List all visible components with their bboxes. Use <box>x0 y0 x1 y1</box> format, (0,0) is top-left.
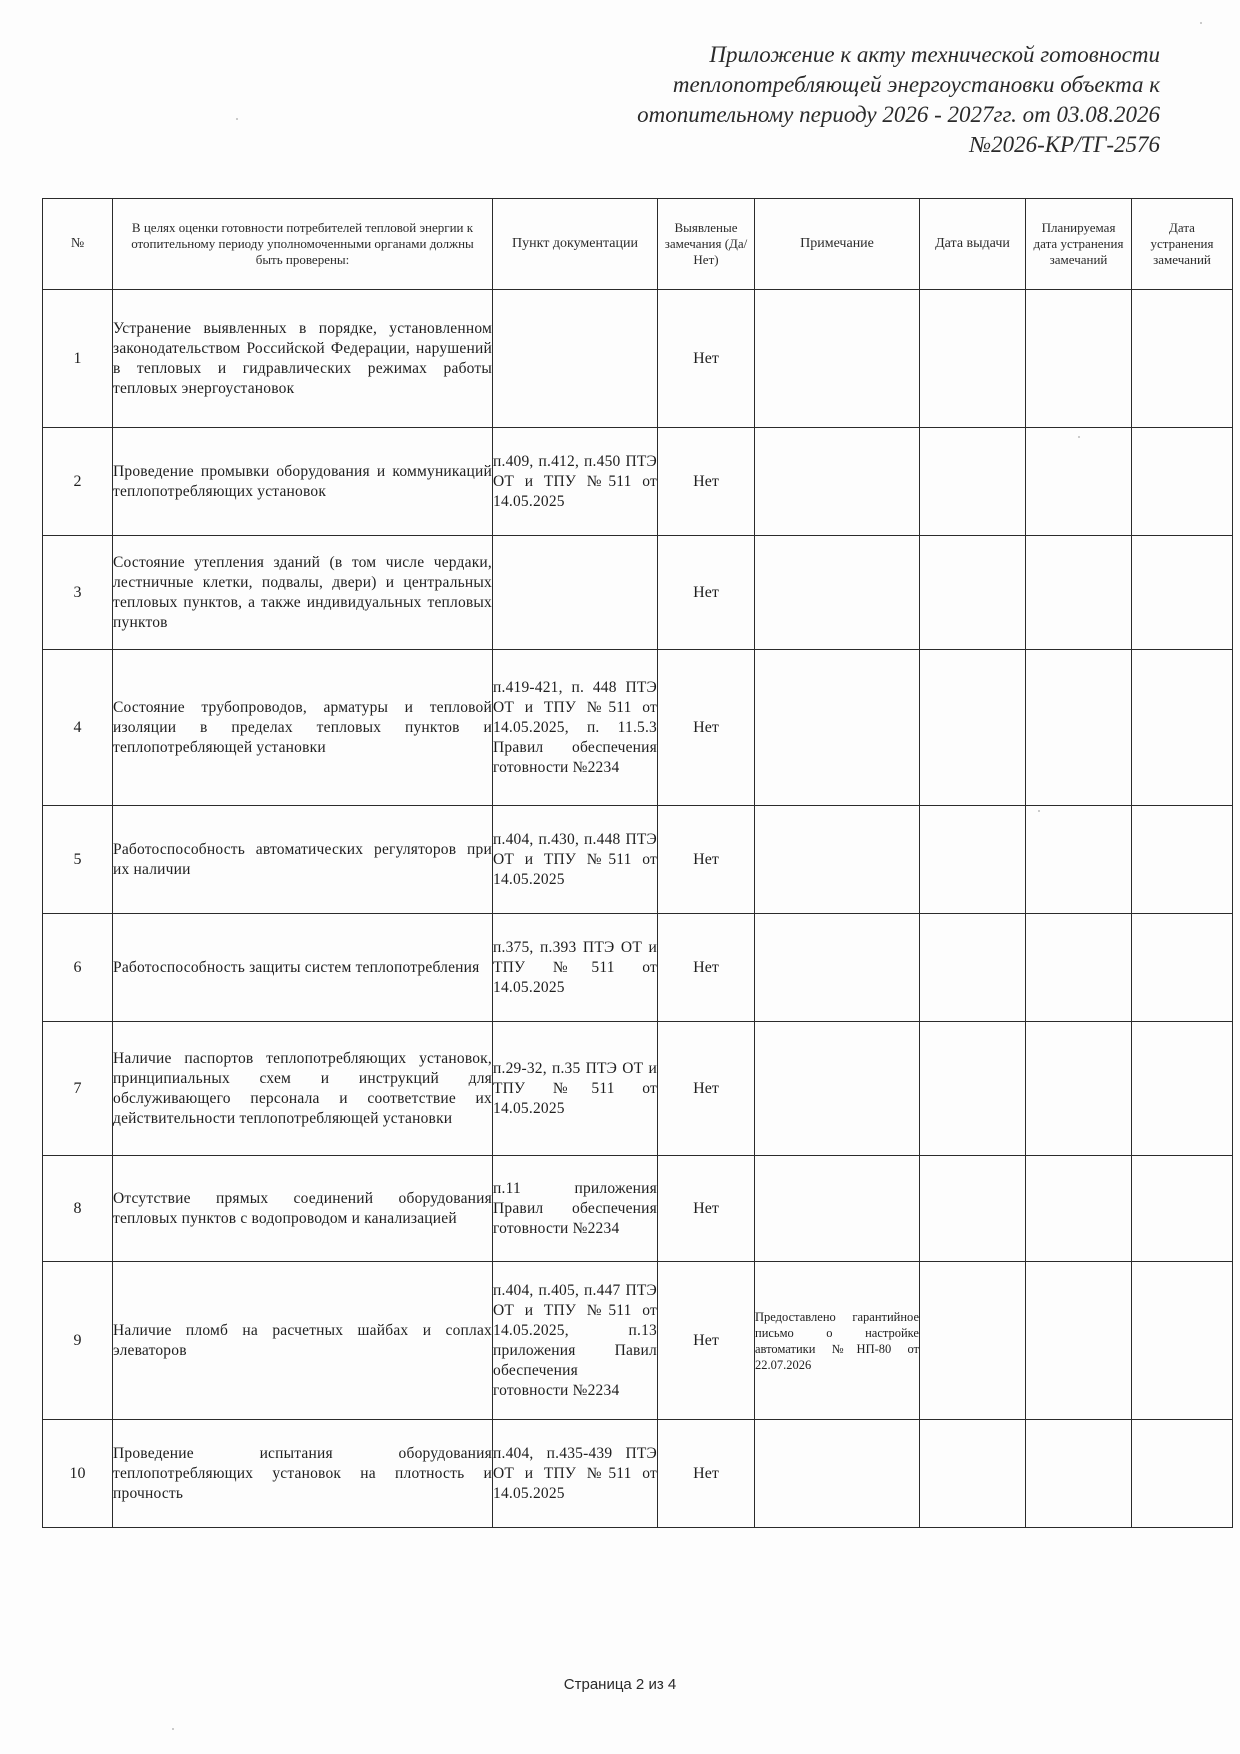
row-note <box>755 914 920 1022</box>
table-row <box>43 1262 1233 1420</box>
readiness-check-table <box>42 198 1233 1528</box>
col-header-found: Выявленые замечания (Да/Нет) <box>658 199 755 290</box>
table-row <box>43 290 1233 428</box>
header-line: №2026-КР/ТГ-2576 <box>969 132 1160 157</box>
row-found: Нет <box>658 536 755 650</box>
col-header-planned: Планируемая дата устранения замечаний <box>1026 199 1132 290</box>
row-requirement: Отсутствие прямых соединений оборудования тепловых пунктов с водопроводом и канализацией <box>113 1156 493 1262</box>
row-doc: п.375, п.393 ПТЭ ОТ и ТПУ №511 от 14.05.2025 <box>493 914 658 1022</box>
row-note <box>755 1156 920 1262</box>
col-header-issued: Дата выдачи <box>920 199 1026 290</box>
header-line: отопительному периоду 2026 - 2027гг. от 03.08.2026 <box>637 102 1160 127</box>
row-fixed <box>1132 428 1233 536</box>
row-issued <box>920 1156 1026 1262</box>
row-number: 9 <box>43 1262 113 1420</box>
row-planned <box>1026 290 1132 428</box>
row-found: Нет <box>658 1262 755 1420</box>
row-number: 6 <box>43 914 113 1022</box>
row-planned <box>1026 914 1132 1022</box>
scan-speck <box>172 1728 174 1730</box>
row-planned <box>1026 1420 1132 1528</box>
table-row <box>43 428 1233 536</box>
table-row <box>43 806 1233 914</box>
row-found: Нет <box>658 806 755 914</box>
col-header-doc: Пункт документации <box>493 199 658 290</box>
row-doc: п.404, п.405, п.447 ПТЭ ОТ и ТПУ №511 от 14.05.2025, п.13 приложения Павил обеспечения готовности №2234 <box>493 1262 658 1420</box>
row-found: Нет <box>658 914 755 1022</box>
row-doc: п.404, п.430, п.448 ПТЭ ОТ и ТПУ №511 от 14.05.2025 <box>493 806 658 914</box>
row-doc: п.404, п.435-439 ПТЭ ОТ и ТПУ №511 от 14.05.2025 <box>493 1420 658 1528</box>
scan-speck <box>236 118 238 120</box>
row-issued <box>920 290 1026 428</box>
row-requirement: Наличие пломб на расчетных шайбах и соплах элеваторов <box>113 1262 493 1420</box>
row-fixed <box>1132 914 1233 1022</box>
row-number: 10 <box>43 1420 113 1528</box>
row-fixed <box>1132 1262 1233 1420</box>
col-header-number: № <box>43 199 113 290</box>
scan-speck <box>1078 436 1080 438</box>
row-note <box>755 428 920 536</box>
row-requirement: Работоспособность защиты систем теплопотребления <box>113 914 493 1022</box>
table-row <box>43 536 1233 650</box>
row-found: Нет <box>658 1420 755 1528</box>
row-fixed <box>1132 290 1233 428</box>
appendix-header <box>460 40 1160 160</box>
col-header-note: Примечание <box>755 199 920 290</box>
row-number: 3 <box>43 536 113 650</box>
page-number: Страница 2 из 4 <box>563 1676 677 1693</box>
row-fixed <box>1132 1420 1233 1528</box>
row-fixed <box>1132 1156 1233 1262</box>
row-number: 2 <box>43 428 113 536</box>
table-header-row <box>43 199 1233 290</box>
row-note: Предоставлено гарантийное письмо о настройке автоматики №НП-80 от 22.07.2026 <box>755 1262 920 1420</box>
row-planned <box>1026 650 1132 806</box>
col-header-requirement: В целях оценки готовности потребителей тепловой энергии к отопительному периоду уполномоченными органами должны быть проверены: <box>113 199 493 290</box>
scan-speck <box>1200 22 1202 24</box>
row-note <box>755 1420 920 1528</box>
row-doc: п.29-32, п.35 ПТЭ ОТ и ТПУ №511 от 14.05.2025 <box>493 1022 658 1156</box>
row-issued <box>920 650 1026 806</box>
row-note <box>755 290 920 428</box>
row-number: 7 <box>43 1022 113 1156</box>
row-issued <box>920 806 1026 914</box>
row-planned <box>1026 428 1132 536</box>
row-found: Нет <box>658 650 755 806</box>
row-fixed <box>1132 650 1233 806</box>
table-row <box>43 1156 1233 1262</box>
row-number: 1 <box>43 290 113 428</box>
row-number: 4 <box>43 650 113 806</box>
row-note <box>755 536 920 650</box>
row-note <box>755 1022 920 1156</box>
row-issued <box>920 536 1026 650</box>
row-issued <box>920 1022 1026 1156</box>
header-line: Приложение к акту технической готовности <box>709 42 1160 67</box>
table-row <box>43 650 1233 806</box>
row-found: Нет <box>658 1022 755 1156</box>
scan-speck <box>1038 810 1040 812</box>
row-number: 8 <box>43 1156 113 1262</box>
row-requirement: Состояние утепления зданий (в том числе чердаки, лестничные клетки, подвалы, двери) и центральных тепловых пунктов, а также индивидуальных тепловых пунктов <box>113 536 493 650</box>
row-doc: п.419-421, п. 448 ПТЭ ОТ и ТПУ №511 от 14.05.2025, п. 11.5.3 Правил обеспечения готовности №2234 <box>493 650 658 806</box>
row-requirement: Работоспособность автоматических регуляторов при их наличии <box>113 806 493 914</box>
row-requirement: Проведение испытания оборудования теплопотребляющих установок на плотность и прочность <box>113 1420 493 1528</box>
row-note <box>755 650 920 806</box>
row-requirement: Устранение выявленных в порядке, установленном законодательством Российской Федерации, нарушений в тепловых и гидравлических режимах работы тепловых энергоустановок <box>113 290 493 428</box>
row-issued <box>920 1262 1026 1420</box>
row-found: Нет <box>658 428 755 536</box>
row-requirement: Наличие паспортов теплопотребляющих установок, принципиальных схем и инструкций для обслуживающего персонала и соответствие их действительности теплопотребляющей установки <box>113 1022 493 1156</box>
row-fixed <box>1132 1022 1233 1156</box>
row-note <box>755 806 920 914</box>
row-issued <box>920 1420 1026 1528</box>
row-number: 5 <box>43 806 113 914</box>
row-doc <box>493 290 658 428</box>
col-header-fixed: Дата устранения замечаний <box>1132 199 1233 290</box>
table-row <box>43 1022 1233 1156</box>
row-requirement: Проведение промывки оборудования и коммуникаций теплопотребляющих установок <box>113 428 493 536</box>
header-line: теплопотребляющей энергоустановки объекта к <box>672 72 1160 97</box>
row-doc: п.11 приложения Правил обеспечения готовности №2234 <box>493 1156 658 1262</box>
table-row <box>43 1420 1233 1528</box>
row-found: Нет <box>658 1156 755 1262</box>
row-planned <box>1026 1156 1132 1262</box>
row-planned <box>1026 536 1132 650</box>
table-row <box>43 914 1233 1022</box>
row-planned <box>1026 1262 1132 1420</box>
row-fixed <box>1132 536 1233 650</box>
row-doc <box>493 536 658 650</box>
row-issued <box>920 914 1026 1022</box>
row-found: Нет <box>658 290 755 428</box>
row-planned <box>1026 806 1132 914</box>
row-requirement: Состояние трубопроводов, арматуры и тепловой изоляции в пределах тепловых пунктов и теплопотребляющей установки <box>113 650 493 806</box>
row-issued <box>920 428 1026 536</box>
row-doc: п.409, п.412, п.450 ПТЭ ОТ и ТПУ №511 от 14.05.2025 <box>493 428 658 536</box>
row-planned <box>1026 1022 1132 1156</box>
row-fixed <box>1132 806 1233 914</box>
